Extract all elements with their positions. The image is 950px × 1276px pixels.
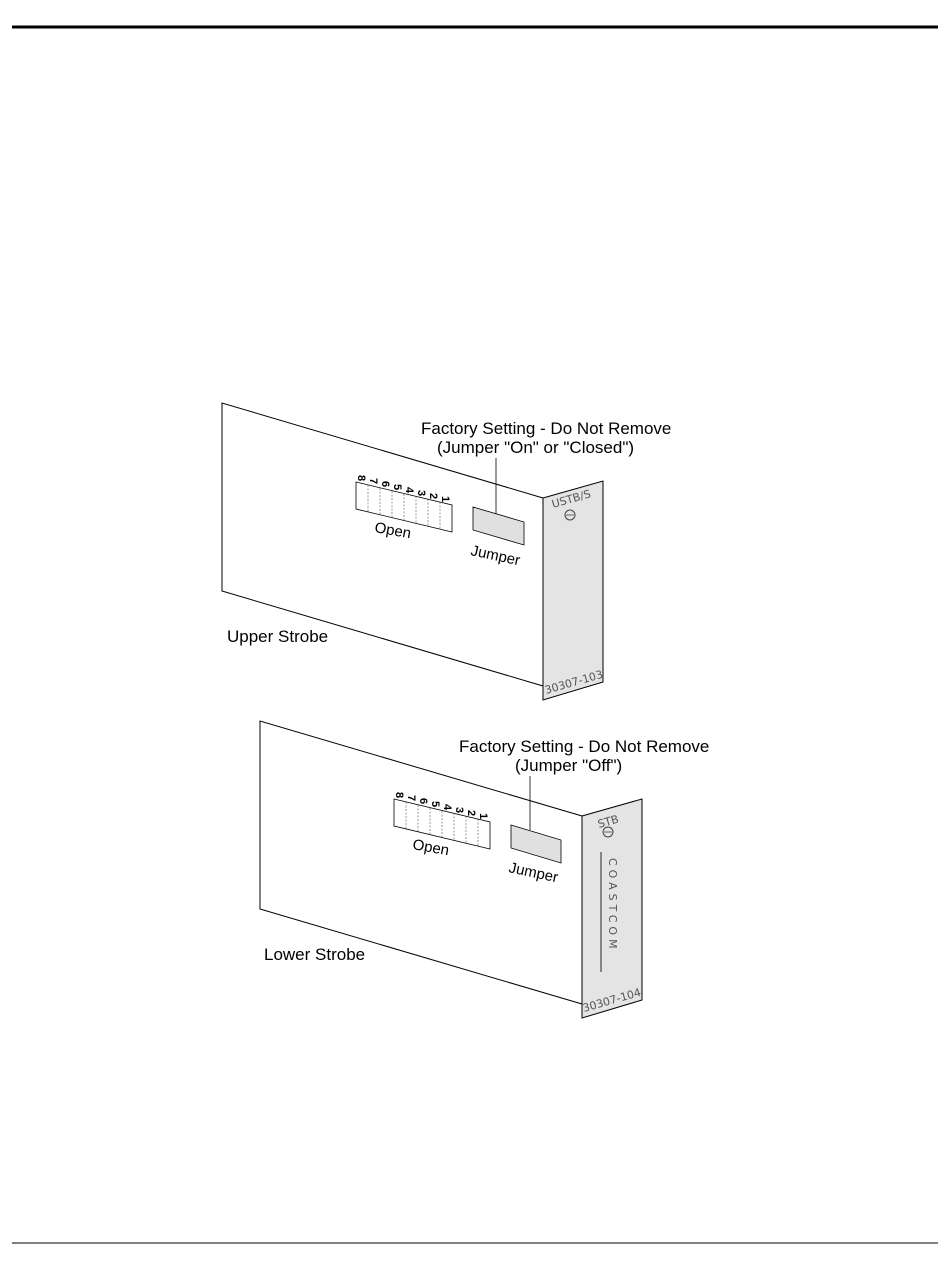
lower-switch-8: 8 [393,792,405,799]
lower-callout-line2: (Jumper "Off") [515,756,623,775]
upper-strobe-card [222,403,671,700]
upper-jumper-block [473,507,524,545]
lower-callout-line1: Factory Setting - Do Not Remove [459,737,710,756]
lower-jumper-label: Jumper [507,859,560,887]
lower-switch-7: 7 [405,795,417,802]
upper-faceplate [543,481,603,700]
lower-brand-label: COASTCOM [606,858,619,953]
lower-strobe-card [260,721,709,1018]
lower-strobe-caption: Lower Strobe [264,945,366,964]
upper-faceplate-label: USTB/S [550,487,593,511]
lower-switch-5: 5 [429,801,441,808]
lower-switch-3: 3 [453,807,465,814]
upper-part-number: 30307-103 [543,667,605,697]
upper-switch-2: 2 [427,493,439,500]
upper-strobe-caption: Upper Strobe [227,627,329,646]
upper-switch-1: 1 [439,496,451,503]
lower-open-label: Open [411,836,451,860]
upper-callout-line1: Factory Setting - Do Not Remove [421,419,672,438]
upper-switch-3: 3 [415,490,427,497]
upper-switch-8: 8 [355,475,367,482]
upper-switch-5: 5 [391,484,403,491]
upper-jumper-label: Jumper [469,542,522,570]
upper-switch-7: 7 [367,478,379,485]
lower-switch-4: 4 [441,804,453,811]
lower-switch-2: 2 [465,810,477,817]
upper-switch-4: 4 [403,487,415,494]
upper-switch-6: 6 [379,481,391,488]
upper-callout-line2: (Jumper "On" or "Closed") [437,438,635,457]
upper-open-label: Open [373,519,413,543]
lower-faceplate-label: STB [596,812,621,831]
lower-switch-1: 1 [477,813,489,820]
lower-part-number: 30307-104 [581,985,643,1015]
lower-jumper-block [511,825,561,863]
lower-switch-6: 6 [417,798,429,805]
